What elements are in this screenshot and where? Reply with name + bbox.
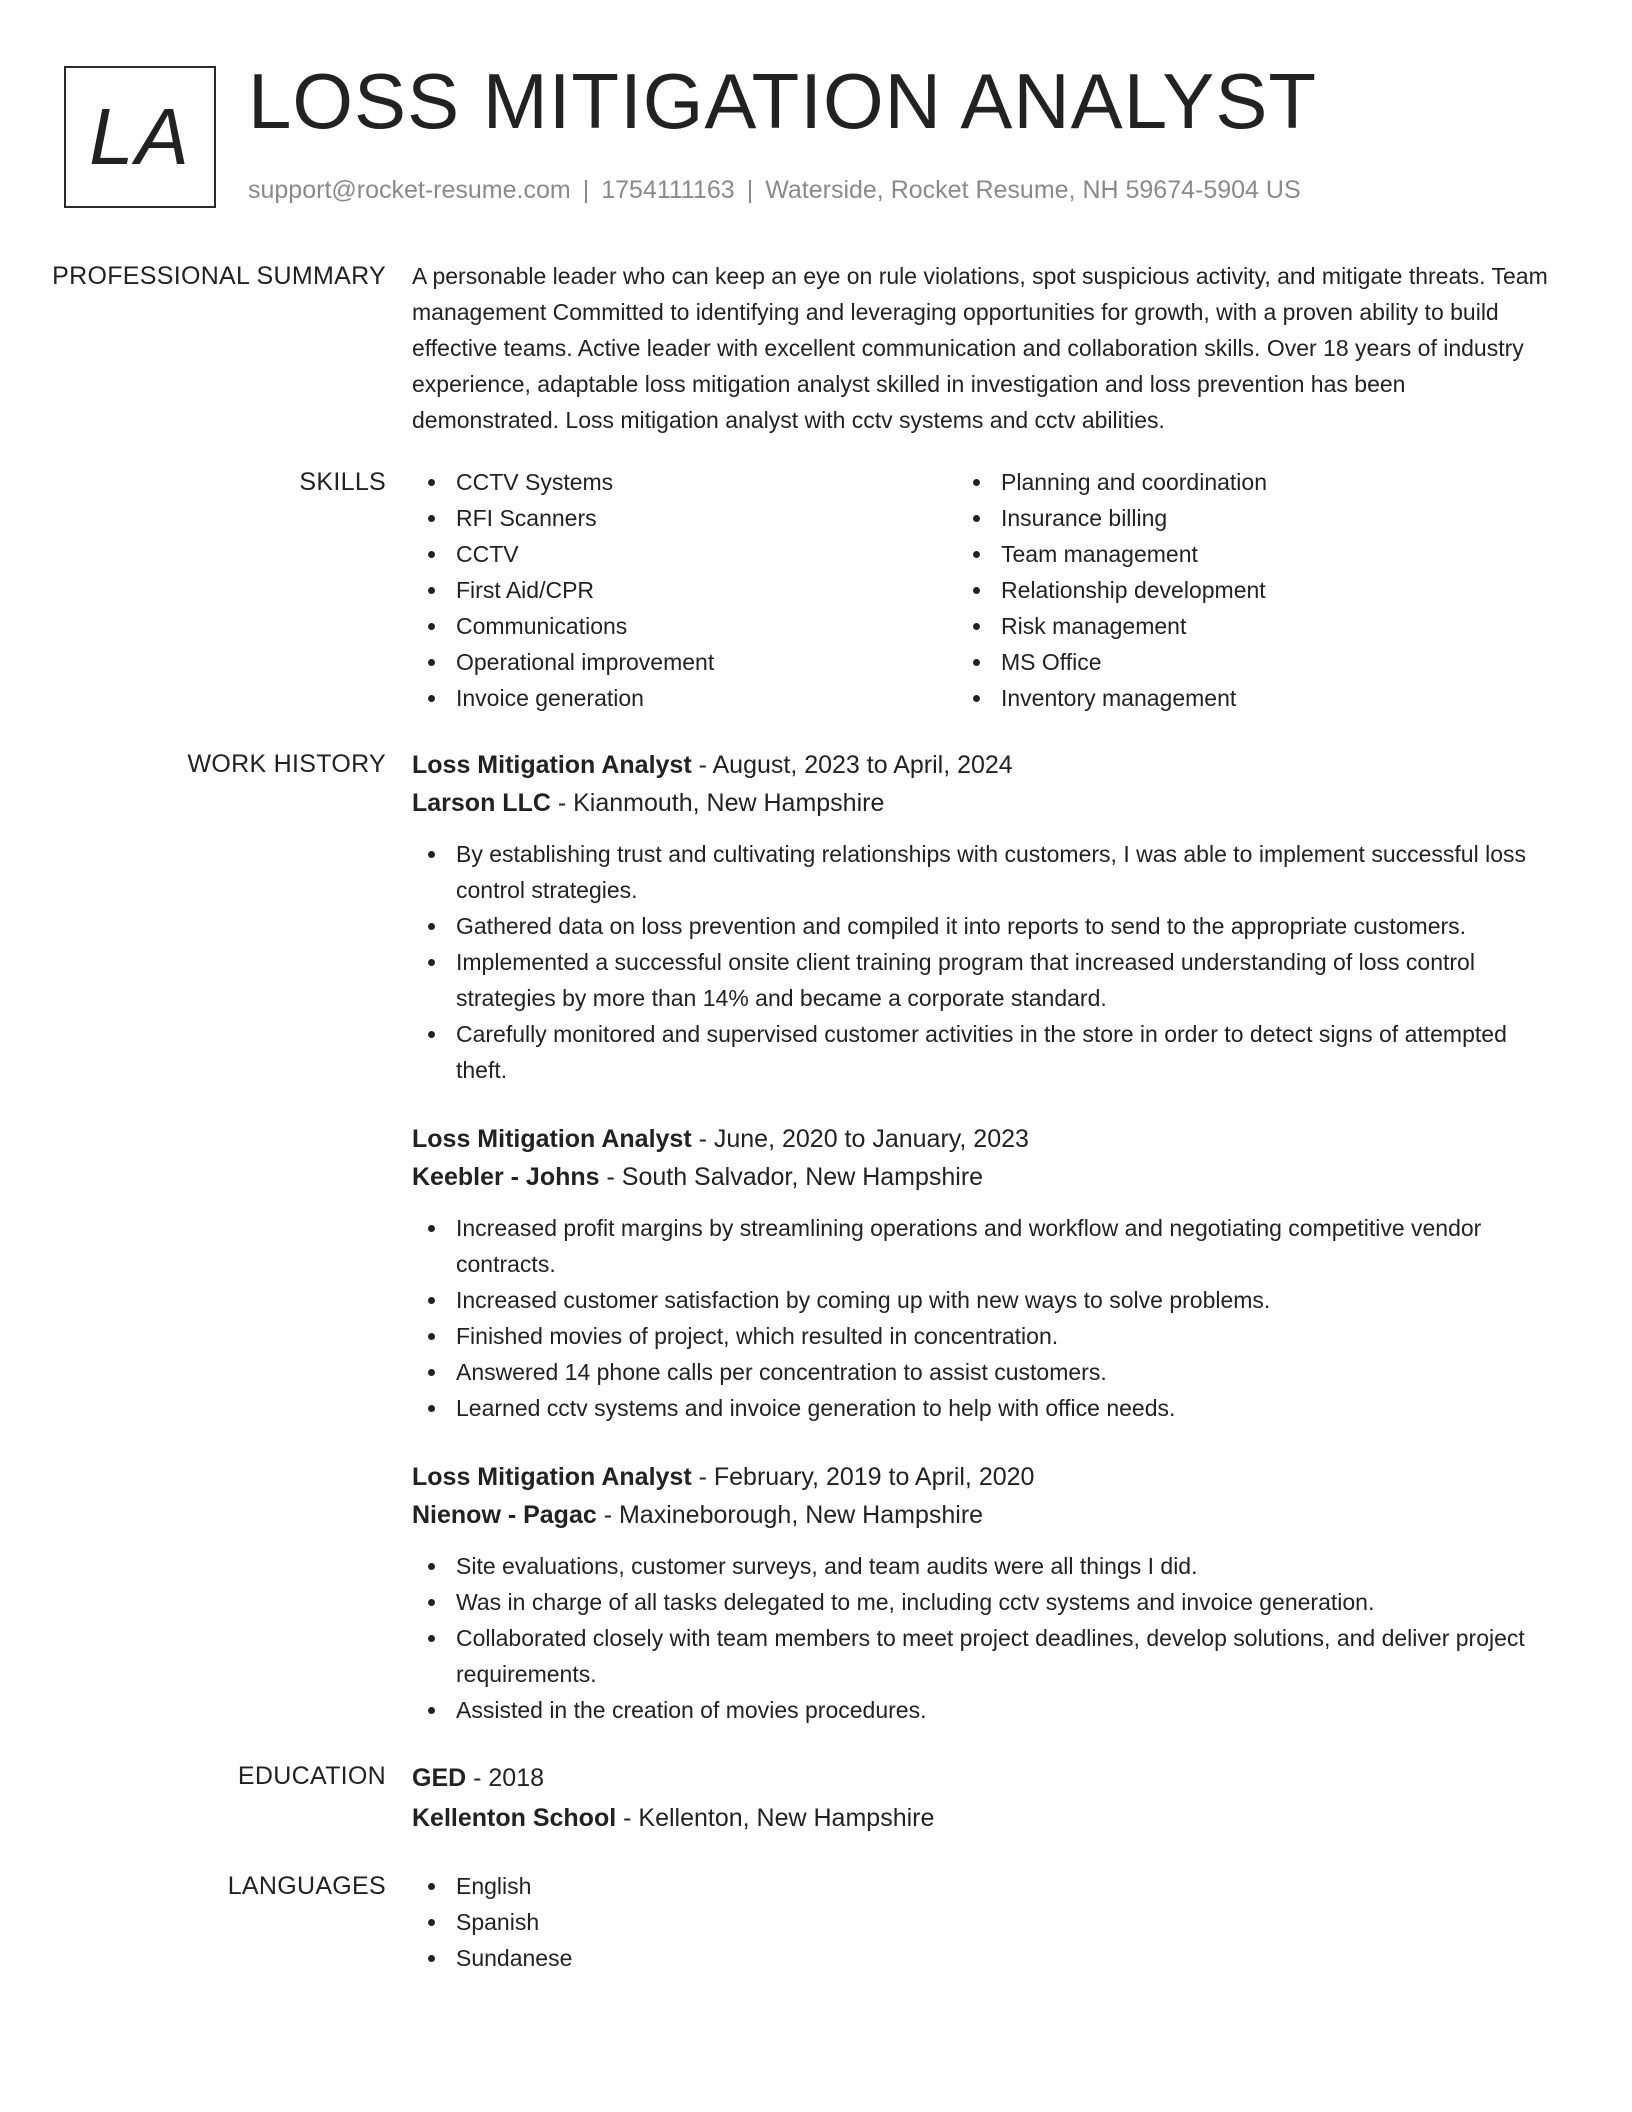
resume-title: LOSS MITIGATION ANALYST [248,57,1317,145]
skill-item: CCTV [412,536,957,572]
job-bullet: By establishing trust and cultivating relationships with customers, I was able to implement successful loss control strategies. [412,836,1562,908]
contact-email[interactable]: support@rocket-resume.com [248,176,571,204]
skill-item: Insurance billing [957,500,1502,536]
languages-body [412,1868,1562,1976]
section-label-education: EDUCATION [237,1762,386,1790]
skill-item: Team management [957,536,1502,572]
job-title-line [412,1458,1562,1496]
contact-phone[interactable]: 1754111163 [601,176,735,204]
job-location: - Maxineborough, New Hampshire [596,1501,984,1529]
job-bullet: Finished movies of project, which resulted in concentration. [412,1318,1562,1354]
job-bullet: Increased profit margins by streamlining operations and workflow and negotiating competitive vendor contracts. [412,1210,1562,1282]
education-body [412,1758,1562,1838]
job-bullets [412,836,1562,1088]
work-history-section [0,746,1632,1728]
skill-item: Risk management [957,608,1502,644]
skill-item: CCTV Systems [412,464,957,500]
job-bullet: Collaborated closely with team members to meet project deadlines, develop solutions, and deliver project requirements. [412,1620,1562,1692]
job-company: Keebler - Johns [412,1163,600,1191]
contact-line [248,174,1301,206]
job-location: - South Salvador, New Hampshire [599,1163,984,1191]
section-label-work-history: WORK HISTORY [187,750,386,778]
skill-item: Communications [412,608,957,644]
job-bullet: Site evaluations, customer surveys, and team audits were all things I did. [412,1548,1562,1584]
section-label-skills: SKILLS [299,468,386,496]
job-entry [412,746,1562,1088]
skill-item: Planning and coordination [957,464,1502,500]
contact-separator: | [746,176,754,204]
work-history-body [412,746,1562,1728]
job-entry [412,1120,1562,1426]
education-year: - 2018 [466,1764,545,1792]
contact-separator: | [582,176,590,204]
job-bullets [412,1548,1562,1728]
skill-item: Operational improvement [412,644,957,680]
job-company: Nienow - Pagac [412,1501,597,1529]
skill-item: Inventory management [957,680,1502,716]
education-section [0,1758,1632,1838]
education-location: - Kellenton, New Hampshire [616,1804,935,1832]
education-school: Kellenton School [412,1804,617,1832]
skill-item: MS Office [957,644,1502,680]
skills-list-left [412,464,957,716]
job-bullet: Gathered data on loss prevention and compiled it into reports to send to the appropriate customers. [412,908,1562,944]
job-dates: - August, 2023 to April, 2024 [691,751,1013,779]
language-item: English [412,1868,1562,1904]
skill-item: First Aid/CPR [412,572,957,608]
skills-list-right [957,464,1502,716]
job-location: - Kianmouth, New Hampshire [550,789,885,817]
job-company: Larson LLC [412,789,551,817]
education-degree: GED [412,1764,467,1792]
job-bullets [412,1210,1562,1426]
monogram: LA [64,66,216,208]
job-title: Loss Mitigation Analyst [412,751,692,779]
job-title-line [412,746,1562,784]
language-item: Sundanese [412,1940,1562,1976]
language-item: Spanish [412,1904,1562,1940]
job-bullet: Answered 14 phone calls per concentration to assist customers. [412,1354,1562,1390]
job-bullet: Implemented a successful onsite client training program that increased understanding of loss control strategies by more than 14% and became a corporate standard. [412,944,1562,1016]
job-entry [412,1458,1562,1728]
job-title: Loss Mitigation Analyst [412,1125,692,1153]
job-company-line [412,1158,1562,1196]
job-company-line [412,1496,1562,1534]
job-dates: - June, 2020 to January, 2023 [691,1125,1029,1153]
job-title-line [412,1120,1562,1158]
job-bullet: Carefully monitored and supervised customer activities in the store in order to detect signs of attempted theft. [412,1016,1562,1088]
contact-address: Waterside, Rocket Resume, NH 59674-5904 US [765,176,1301,204]
job-bullet: Was in charge of all tasks delegated to me, including cctv systems and invoice generation. [412,1584,1562,1620]
job-company-line [412,784,1562,822]
skill-item: Relationship development [957,572,1502,608]
job-bullet: Learned cctv systems and invoice generation to help with office needs. [412,1390,1562,1426]
skill-item: Invoice generation [412,680,957,716]
languages-section [0,1868,1632,1976]
skills-columns [412,464,1562,716]
languages-list [412,1868,1562,1976]
summary-section [0,258,1632,438]
section-label-summary: PROFESSIONAL SUMMARY [52,262,386,290]
skill-item: RFI Scanners [412,500,957,536]
job-bullet: Increased customer satisfaction by coming up with new ways to solve problems. [412,1282,1562,1318]
skills-section [0,464,1632,716]
education-school-line [412,1798,1562,1838]
job-bullet: Assisted in the creation of movies procedures. [412,1692,1562,1728]
job-title: Loss Mitigation Analyst [412,1463,692,1491]
job-dates: - February, 2019 to April, 2020 [691,1463,1035,1491]
section-label-languages: LANGUAGES [227,1872,386,1900]
education-degree-line [412,1758,1562,1798]
summary-text: A personable leader who can keep an eye on rule violations, spot suspicious activity, and mitigate threats. Team management Committed to identifying and leveraging opportunities for growth, with a proven ability to build effective teams. Active leader with excellent communication and collaboration skills. Over 18 years of industry experience, adaptable loss mitigation analyst skilled in investigation and loss prevention has been demonstrated. Loss mitigation analyst with cctv systems and cctv abilities. [412,263,1548,433]
resume-content [0,258,1632,2002]
